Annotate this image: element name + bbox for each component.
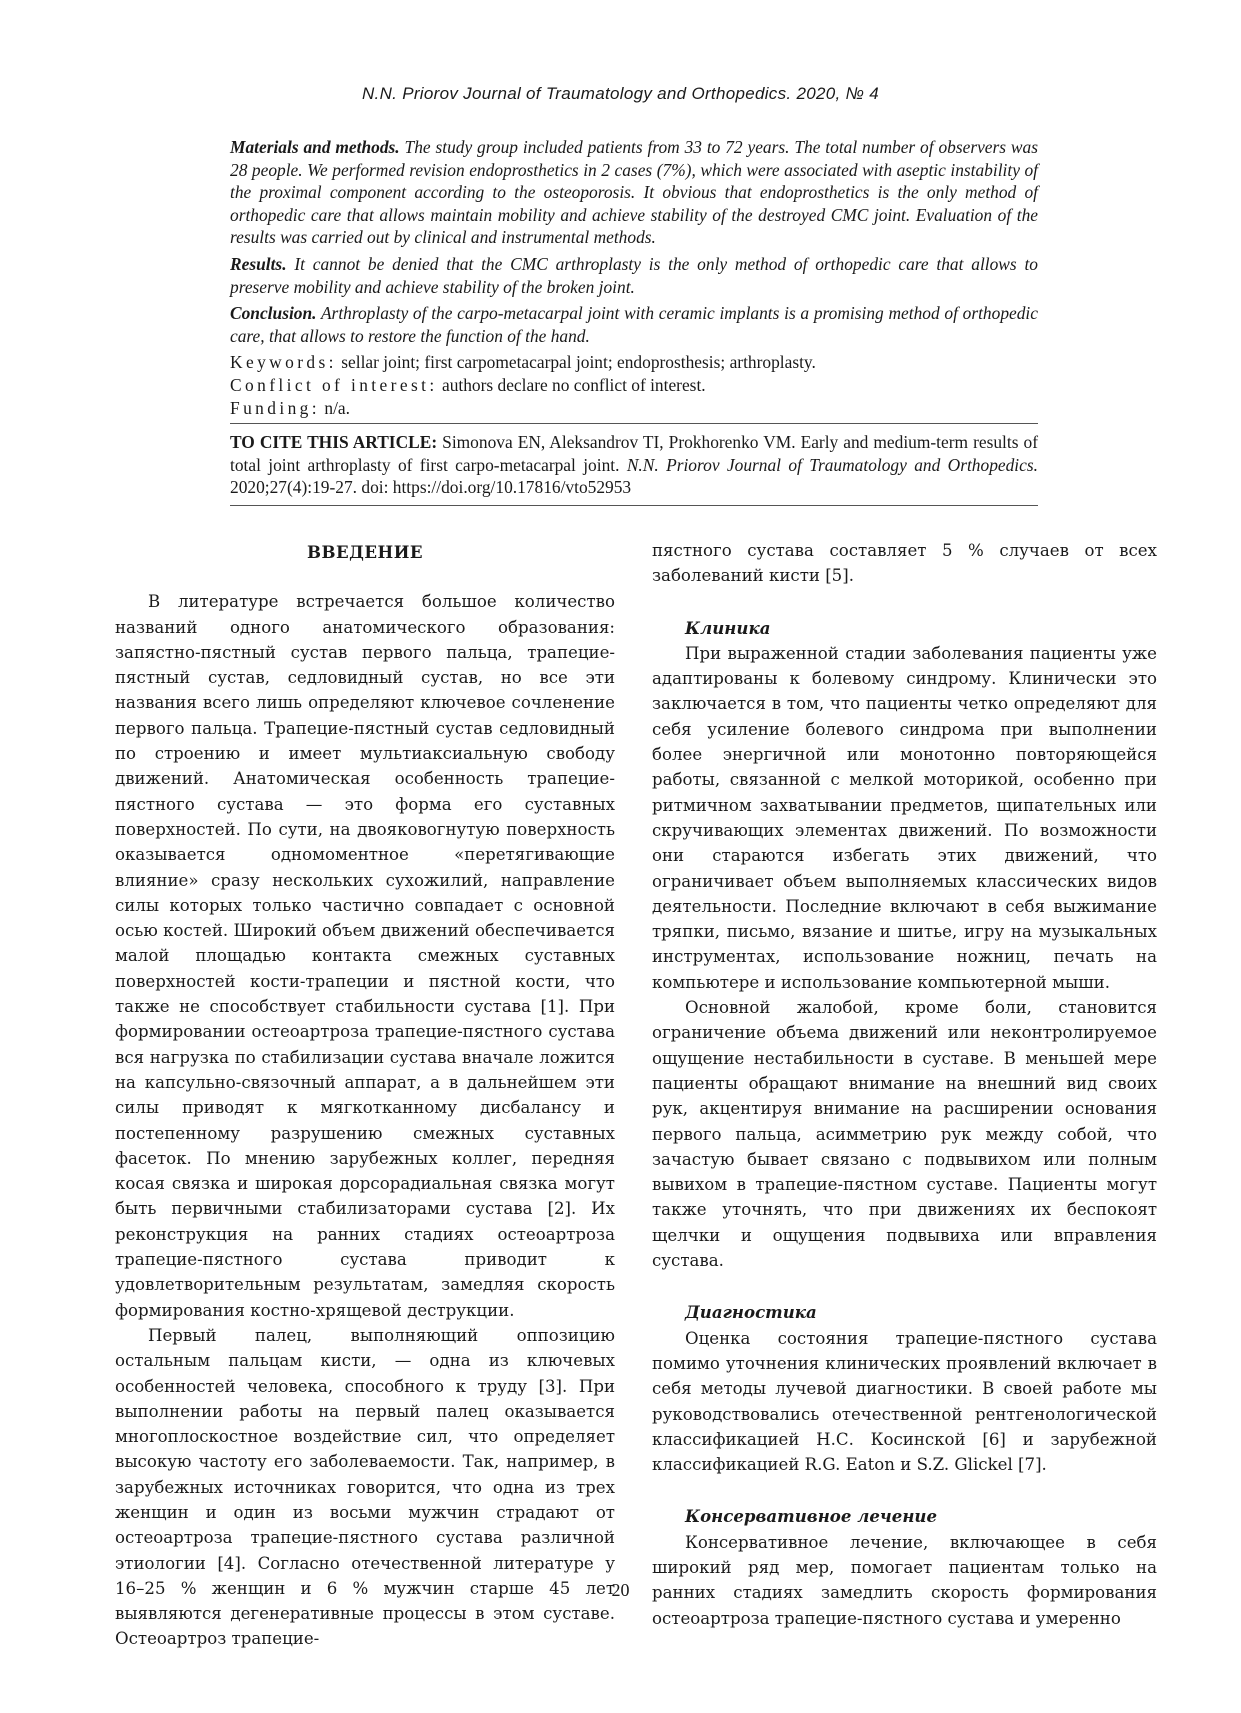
- spacer: [652, 1477, 1157, 1504]
- diagnostics-paragraph: Оценка состояния трапецие-пястного сустава помимо уточнения клинических проявлений включает в себя методы лучевой диагностики. В своей работе мы руководствовались отечественной рентгенологической классификацией Н.С. Косинской [6] и зарубежной классификацией R.G. Eaton и S.Z. Glickel [7].: [652, 1328, 1157, 1475]
- materials-label: Materials and methods.: [230, 137, 400, 157]
- left-column: [115, 540, 615, 1652]
- conflict-line: [230, 374, 1038, 397]
- citation-label: TO CITE THIS ARTICLE:: [230, 432, 438, 452]
- abstract-block: [230, 136, 1038, 420]
- conservative-paragraph: Консервативное лечение, включающее в себя широкий ряд мер, помогает пациентам только на ранних стадиях замедлить скорость формирования остеоартроза трапецие-пястного сустава и умеренно: [652, 1532, 1157, 1628]
- subheading-diagnostics: Диагностика: [685, 1302, 817, 1323]
- citation-details: 2020;27(4):19-27. doi: https://doi.org/10.17816/vto52953: [230, 477, 632, 498]
- citation-journal: N.N. Priorov Journal of Traumatology and Orthopedics.: [626, 454, 1038, 475]
- citation-box: [230, 423, 1038, 506]
- citation-authors-title: Simonova EN, Aleksandrov TI, Prokhorenko VM. Early and medium-term results of total joint arthroplasty of first carpo-metacarpal joint.: [230, 432, 1038, 475]
- conclusion-label: Conclusion.: [230, 303, 317, 324]
- abstract-materials: [230, 136, 1038, 249]
- section-heading-introduction: ВВЕДЕНИЕ: [306, 542, 424, 562]
- abstract-conclusion: [230, 302, 1038, 347]
- right-column: [652, 538, 1157, 1631]
- conclusion-text: Arthroplasty of the carpo-metacarpal joint with ceramic implants is a promising method of orthopedic care, that allows to restore the function of the hand.: [230, 303, 1038, 346]
- funding-text: n/a.: [324, 398, 350, 419]
- conflict-text: authors declare no conflict of interest.: [441, 375, 706, 396]
- keywords-label: Keywords:: [230, 352, 337, 373]
- keywords-line: [230, 351, 1038, 374]
- results-label: Results.: [230, 253, 287, 274]
- page-number: 20: [611, 1580, 630, 1600]
- continuation-paragraph: пястного сустава составляет 5 % случаев от всех заболеваний кисти [5].: [652, 541, 1157, 586]
- abstract-results: [230, 253, 1038, 298]
- subheading-conservative: Консервативное лечение: [685, 1506, 938, 1527]
- clinic-paragraph-2: Основной жалобой, кроме боли, становится ограничение объема движений или неконтролируемое ощущение нестабильности в суставе. В меньшей мере пациенты обращают внимание на внешний вид своих рук, акцентируя внимание на расширении основания первого пальца, асимметрию рук между собой, что зачастую бывает связано с подвывихом или полным вывихом в трапецие-пястном суставе. Пациенты могут также уточнять, что при движениях их беспокоят щелчки и ощущения подвывиха или вправления сустава.: [652, 998, 1157, 1271]
- funding-label: Funding:: [230, 398, 321, 419]
- results-text: It cannot be denied that the CMC arthroplasty is the only method of orthopedic care that allows to preserve mobility and achieve stability of the broken joint.: [230, 253, 1038, 297]
- conflict-label: Conflict of interest:: [230, 375, 438, 396]
- keywords-text: sellar joint; first carpometacarpal joint; endoprosthesis; arthroplasty.: [341, 352, 816, 373]
- spacer: [652, 1273, 1157, 1300]
- intro-paragraph-2: Первый палец, выполняющий оппозицию остальным пальцам кисти, — одна из ключевых особенностей человека, способного к труду [3]. При выполнении работы на первый палец оказывается многоплоскостное воздействие сил, что определяет высокую частоту его заболеваемости. Так, например, в зарубежных источниках говорится, что одна из трех женщин и один из восьми мужчин страдают от остеоартроза трапецие-пястного сустава различной этиологии [4]. Согласно отечественной литературе у 16–25 % женщин и 6 % мужчин старше 45 лет выявляются дегенеративные процессы в этом суставе. Остеоартроз трапецие-: [115, 1325, 615, 1649]
- clinic-paragraph-1: При выраженной стадии заболевания пациенты уже адаптированы к болевому синдрому. Клинически это заключается в том, что пациенты четко определяют для себя усиление болевого синдрома при выполнении более энергичной или монотонно повторяющейся работы, связанной с мелкой моторикой, особенно при ритмичном захватывании предметов, щипательных или скручивающих элементах движений. По возможности они стараются избегать этих движений, что ограничивает объем выполняемых классических видов деятельности. Последние включают в себя выжимание тряпки, письмо, вязание и шитье, игру на музыкальных инструментах, использование ножниц, печать на компьютере и использование компьютерной мыши.: [652, 643, 1157, 992]
- intro-paragraph-1: В литературе встречается большое количество названий одного анатомического образования: запястно-пястный сустав первого пальца, трапецие-пястный сустав, седловидный сустав, но все эти названия всего лишь определяют ключевое сочленение первого пальца. Трапецие-пястный сустав седловидный по строению и имеет мультиаксиальную свободу движений. Анатомическая особенность трапецие-пястного сустава — это форма его суставных поверхностей. По сути, на двояковогнутую поверхность оказывается одномоментное «перетягивающие влияние» сразу нескольких сухожилий, направление силы которых только частично совпадает с основной осью костей. Широкий объем движений обеспечивается малой площадью контакта смежных суставных поверхностей кости-трапеции и пястной кости, что также не способствует стабильности сустава [1]. При формировании остеоартроза трапецие-пястного сустава вся нагрузка по стабилизации сустава вначале ложится на капсульно-связочный аппарат, а в дальнейшем эти силы приводят к мягкотканному дисбалансу и постепенному разрушению смежных суставных фасеток. По мнению зарубежных коллег, передняя косая связка и широкая дорсорадиальная связка могут быть первичными стабилизаторами сустава [2]. Их реконструкция на ранних стадиях остеоартроза трапецие-пястного сустава приводит к удовлетворительным результатам, замедляя скорость формирования костно-хрящевой деструкции.: [115, 592, 615, 1320]
- subheading-clinic: Клиника: [685, 617, 771, 638]
- spacer: [652, 589, 1157, 616]
- running-head: N.N. Priorov Journal of Traumatology and Orthopedics. 2020, № 4: [361, 84, 879, 103]
- materials-text: The study group included patients from 33 to 72 years. The total number of observers was 28 people. We performed revision endoprosthetics in 2 cases (7%), which were associated with aseptic instability of the proximal component according to the osteoporosis. It obvious that endoprosthetics is the only method of orthopedic care that allows maintain mobility and achieve stability of the destroyed CMC joint. Evaluation of the results was carried out by clinical and instrumental methods.: [230, 137, 1038, 248]
- funding-line: [230, 397, 1038, 420]
